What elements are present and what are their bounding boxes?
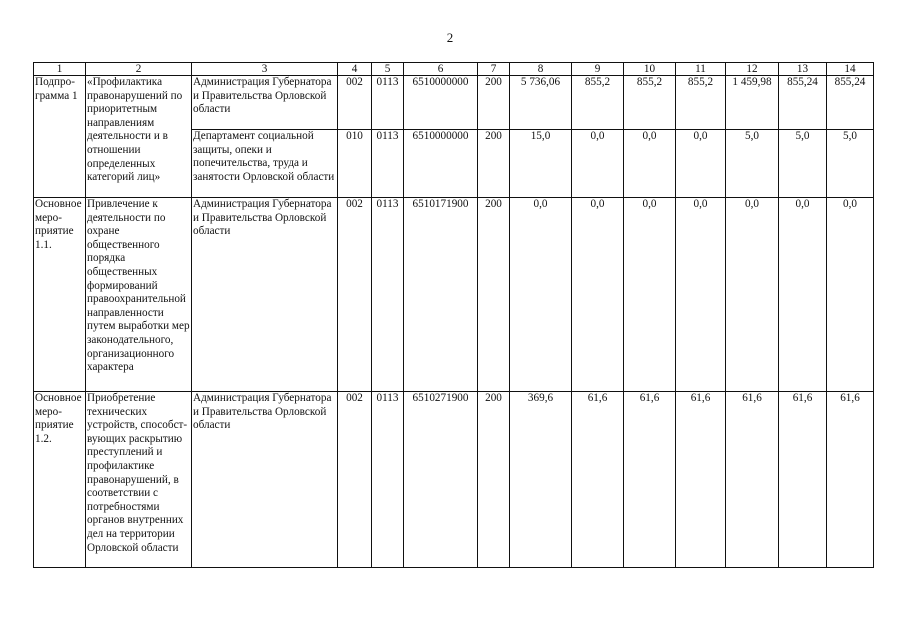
code-cell: 6510171900 [404, 198, 478, 392]
amount-cell: 0,0 [726, 198, 779, 392]
header-cell: 10 [624, 63, 676, 76]
amount-cell: 5,0 [779, 130, 827, 198]
amount-cell: 855,2 [676, 76, 726, 130]
code-cell: 002 [338, 392, 372, 568]
executor-cell: Администрация Губернатора и Правительства Орловской области [192, 198, 338, 392]
header-cell: 13 [779, 63, 827, 76]
table-row [34, 392, 874, 568]
row-type-cell: Основное меро-приятие 1.1. [34, 198, 86, 392]
amount-cell: 5,0 [726, 130, 779, 198]
code-cell: 0113 [372, 130, 404, 198]
header-cell: 8 [510, 63, 572, 76]
amount-cell: 0,0 [624, 130, 676, 198]
code-cell: 6510000000 [404, 76, 478, 130]
row-name-cell: Привлечение к деятельности по охране общественного порядка общественных формирований правоохранительной направленности путем выработки мер законодательного, организационного характера [86, 198, 192, 392]
amount-cell: 0,0 [827, 198, 874, 392]
amount-cell: 15,0 [510, 130, 572, 198]
header-cell: 1 [34, 63, 86, 76]
table-row [34, 198, 874, 392]
header-cell: 12 [726, 63, 779, 76]
header-cell: 4 [338, 63, 372, 76]
header-row [34, 63, 874, 76]
header-cell: 14 [827, 63, 874, 76]
amount-cell: 0,0 [572, 130, 624, 198]
amount-cell: 5 736,06 [510, 76, 572, 130]
code-cell: 6510271900 [404, 392, 478, 568]
amount-cell: 0,0 [779, 198, 827, 392]
code-cell: 002 [338, 76, 372, 130]
amount-cell: 61,6 [726, 392, 779, 568]
code-cell: 200 [478, 198, 510, 392]
executor-cell: Администрация Губернатора и Правительства Орловской области [192, 76, 338, 130]
header-cell: 3 [192, 63, 338, 76]
amount-cell: 855,2 [624, 76, 676, 130]
amount-cell: 855,24 [779, 76, 827, 130]
code-cell: 0113 [372, 392, 404, 568]
amount-cell: 855,2 [572, 76, 624, 130]
header-cell: 11 [676, 63, 726, 76]
amount-cell: 61,6 [779, 392, 827, 568]
header-cell: 9 [572, 63, 624, 76]
code-cell: 0113 [372, 198, 404, 392]
amount-cell: 1 459,98 [726, 76, 779, 130]
amount-cell: 5,0 [827, 130, 874, 198]
header-cell: 6 [404, 63, 478, 76]
code-cell: 6510000000 [404, 130, 478, 198]
amount-cell: 0,0 [510, 198, 572, 392]
header-cell: 2 [86, 63, 192, 76]
row-type-cell: Подпро-грамма 1 [34, 76, 86, 198]
amount-cell: 855,24 [827, 76, 874, 130]
code-cell: 010 [338, 130, 372, 198]
amount-cell: 0,0 [624, 198, 676, 392]
page-number: 2 [446, 30, 454, 45]
row-type-cell: Основное меро-приятие 1.2. [34, 392, 86, 568]
amount-cell: 61,6 [624, 392, 676, 568]
amount-cell: 0,0 [676, 130, 726, 198]
amount-cell: 61,6 [676, 392, 726, 568]
amount-cell: 0,0 [676, 198, 726, 392]
row-name-cell: Приобретение технических устройств, способст-вующих раскрытию преступлений и профилактике правонарушений, в соответствии с потребностями органов внутренних дел на территории Орловской области [86, 392, 192, 568]
code-cell: 200 [478, 392, 510, 568]
amount-cell: 369,6 [510, 392, 572, 568]
table-row [34, 76, 874, 130]
header-cell: 5 [372, 63, 404, 76]
code-cell: 0113 [372, 76, 404, 130]
code-cell: 200 [478, 130, 510, 198]
amount-cell: 61,6 [827, 392, 874, 568]
code-cell: 002 [338, 198, 372, 392]
amount-cell: 61,6 [572, 392, 624, 568]
budget-table [33, 62, 874, 568]
row-name-cell: «Профилактика правонарушений по приоритетным направлениям деятельности и в отношении определенных категорий лиц» [86, 76, 192, 198]
amount-cell: 0,0 [572, 198, 624, 392]
executor-cell: Администрация Губернатора и Правительства Орловской области [192, 392, 338, 568]
header-cell: 7 [478, 63, 510, 76]
executor-cell: Департамент социальной защиты, опеки и попечительства, труда и занятости Орловской области [192, 130, 338, 198]
code-cell: 200 [478, 76, 510, 130]
